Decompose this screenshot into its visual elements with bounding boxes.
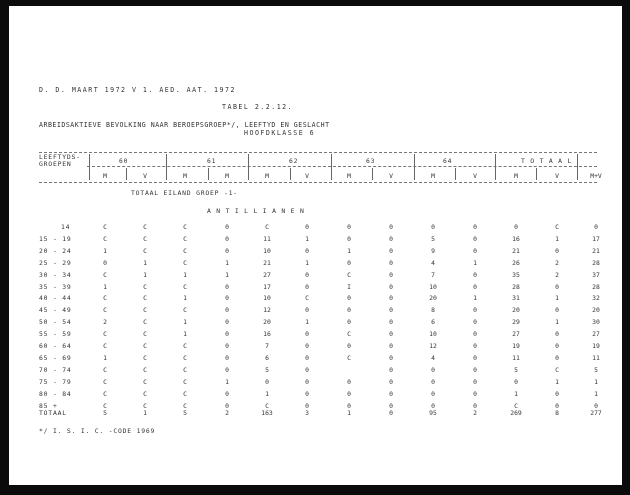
table-row-label: 85 + bbox=[39, 401, 58, 410]
table-row-cell: 0 bbox=[389, 342, 393, 350]
column-separator bbox=[372, 168, 373, 180]
table-row-cell: 0 bbox=[389, 365, 393, 374]
table-row-cell: C bbox=[143, 330, 147, 339]
table-row-cell: 30 bbox=[592, 318, 600, 327]
table-row-cell: C bbox=[183, 223, 187, 231]
table-row-cell: 11 bbox=[512, 353, 520, 362]
table-row-cell: 0 bbox=[347, 318, 351, 327]
total-row-cell: 277 bbox=[590, 409, 602, 417]
table-row-label: 14 bbox=[61, 223, 71, 231]
table-row-cell: 0 bbox=[305, 330, 309, 339]
table-row-cell: 0 bbox=[347, 223, 351, 231]
table-row-cell: 1 bbox=[103, 246, 107, 255]
group-header-61: 61 bbox=[207, 157, 217, 165]
table-row-cell: 32 bbox=[592, 294, 600, 303]
total-row-label: TOTAAL bbox=[39, 409, 67, 417]
table-row-cell: 0 bbox=[389, 234, 393, 243]
table-row-cell: 0 bbox=[305, 342, 309, 350]
total-row-cell: 5 bbox=[183, 409, 187, 417]
table-row-cell: 0 bbox=[514, 377, 518, 386]
table-row-cell: 0 bbox=[305, 306, 309, 315]
table-row-cell: C bbox=[143, 389, 147, 398]
table-row-cell: 21 bbox=[592, 246, 600, 255]
table-row-cell: C bbox=[143, 318, 147, 327]
total-row-cell: 2 bbox=[225, 409, 229, 417]
total-row-cell: 2 bbox=[473, 409, 477, 417]
table-row-cell: 27 bbox=[512, 330, 520, 339]
table-row-cell: C bbox=[305, 294, 309, 303]
table-row-cell: 0 bbox=[103, 258, 107, 267]
table-row-cell: 1 bbox=[514, 389, 518, 398]
group-header-63: 63 bbox=[366, 157, 376, 165]
table-row-cell: 0 bbox=[389, 223, 393, 231]
table-row-cell: 21 bbox=[512, 246, 520, 255]
table-row-cell: 28 bbox=[592, 282, 600, 291]
table-title: TABEL 2.2.12. bbox=[222, 103, 294, 111]
table-row-label: 15 - 19 bbox=[39, 234, 72, 243]
table-row-cell: 1 bbox=[143, 258, 147, 267]
column-separator bbox=[208, 168, 209, 180]
table-row-cell: 20 bbox=[592, 306, 600, 315]
table-row-cell: 1 bbox=[103, 353, 107, 362]
table-row-cell: 2 bbox=[555, 270, 559, 279]
subheader-cell: M bbox=[183, 172, 187, 180]
table-row-label: 30 - 34 bbox=[39, 270, 72, 279]
table-row-label: 60 - 64 bbox=[39, 342, 72, 350]
document-page bbox=[9, 6, 622, 485]
column-separator bbox=[455, 168, 456, 180]
total-row-cell: 3 bbox=[305, 409, 309, 417]
table-row-cell: I bbox=[347, 282, 351, 291]
table-row-cell: C bbox=[143, 234, 147, 243]
table-row-cell: 1 bbox=[555, 318, 559, 327]
table-row-cell: 0 bbox=[555, 282, 559, 291]
table-row-cell: 5 bbox=[265, 365, 269, 374]
section-label: TOTAAL EILAND GROEP -1- bbox=[131, 189, 238, 197]
table-row-cell: 5 bbox=[431, 234, 435, 243]
table-row-cell: 0 bbox=[225, 234, 229, 243]
total-row-cell: 95 bbox=[429, 409, 437, 417]
table-row-cell: C bbox=[555, 223, 559, 231]
header-middle-rule bbox=[87, 166, 597, 167]
table-row-cell: C bbox=[143, 246, 147, 255]
table-row-cell: 0 bbox=[389, 330, 393, 339]
table-row-cell: 1 bbox=[555, 377, 559, 386]
table-row-cell: 6 bbox=[431, 318, 435, 327]
table-row-cell: C bbox=[347, 353, 351, 362]
table-row-cell: 1 bbox=[473, 294, 477, 303]
group-header-60: 60 bbox=[119, 157, 129, 165]
table-row-cell: C bbox=[143, 365, 147, 374]
table-row-cell: 1 bbox=[555, 234, 559, 243]
table-row-cell: 11 bbox=[592, 353, 600, 362]
table-row-cell: 4 bbox=[431, 258, 435, 267]
table-row-cell: 0 bbox=[514, 223, 518, 231]
table-row-cell: C bbox=[183, 234, 187, 243]
table-row-label: 45 - 49 bbox=[39, 306, 72, 315]
table-row-cell: C bbox=[265, 223, 269, 231]
table-row-cell: 0 bbox=[225, 223, 229, 231]
table-row-cell: 0 bbox=[473, 389, 477, 398]
table-row-cell: 10 bbox=[429, 330, 437, 339]
table-row-cell: 17 bbox=[263, 282, 271, 291]
table-row-label: 70 - 74 bbox=[39, 365, 72, 374]
table-row-cell: 0 bbox=[265, 377, 269, 386]
table-row-cell: C bbox=[103, 306, 107, 315]
table-row-cell: 7 bbox=[265, 342, 269, 350]
table-row-cell: 0 bbox=[347, 401, 351, 410]
table-row-cell: 1 bbox=[305, 258, 309, 267]
subheader-cell: M bbox=[514, 172, 518, 180]
table-row-label: 25 - 29 bbox=[39, 258, 72, 267]
table-row-cell: C bbox=[143, 342, 147, 350]
column-separator bbox=[89, 154, 90, 180]
table-row-cell: 0 bbox=[305, 246, 309, 255]
table-row-cell: C bbox=[183, 389, 187, 398]
subheader-cell: M bbox=[225, 172, 229, 180]
table-row-cell: 0 bbox=[473, 246, 477, 255]
table-row-cell: C bbox=[183, 377, 187, 386]
table-row-cell: 0 bbox=[473, 234, 477, 243]
table-row-cell: 27 bbox=[592, 330, 600, 339]
table-row-cell: 0 bbox=[305, 270, 309, 279]
subheader-cell: V bbox=[555, 172, 559, 180]
table-row-cell: C bbox=[143, 377, 147, 386]
table-row-cell: C bbox=[103, 223, 107, 231]
table-row-cell: 1 bbox=[555, 294, 559, 303]
table-row-cell: 37 bbox=[592, 270, 600, 279]
header-line: D. D. MAART 1972 V 1. AED. AAT. 1972 bbox=[39, 86, 236, 94]
table-row-cell: C bbox=[183, 353, 187, 362]
subheader-cell: V bbox=[143, 172, 147, 180]
table-row-cell: 0 bbox=[473, 306, 477, 315]
table-row-cell: 0 bbox=[389, 353, 393, 362]
table-row-cell: C bbox=[103, 401, 107, 410]
table-row-cell: C bbox=[183, 246, 187, 255]
column-separator bbox=[536, 168, 537, 180]
table-row-cell: 10 bbox=[263, 246, 271, 255]
table-row-cell: 0 bbox=[389, 389, 393, 398]
table-row-cell: 4 bbox=[431, 353, 435, 362]
table-row-cell: 1 bbox=[265, 389, 269, 398]
table-row-label: 20 - 24 bbox=[39, 246, 72, 255]
table-row-cell: 0 bbox=[225, 306, 229, 315]
total-row-cell: 1 bbox=[143, 409, 147, 417]
table-row-cell: 6 bbox=[265, 353, 269, 362]
table-row-cell: C bbox=[103, 377, 107, 386]
table-row-cell: 0 bbox=[389, 377, 393, 386]
table-row-label: 80 - 84 bbox=[39, 389, 72, 398]
table-row-cell: 0 bbox=[389, 270, 393, 279]
table-row-cell: 2 bbox=[103, 318, 107, 327]
table-row-cell: 26 bbox=[512, 258, 520, 267]
subheader-cell: M bbox=[265, 172, 269, 180]
table-row-cell: 1 bbox=[225, 270, 229, 279]
table-row-cell: 0 bbox=[305, 365, 309, 374]
table-row-cell: 0 bbox=[555, 389, 559, 398]
table-row-cell: 1 bbox=[473, 258, 477, 267]
table-row-cell: C bbox=[103, 389, 107, 398]
table-row-cell: C bbox=[183, 282, 187, 291]
table-row-cell: 1 bbox=[183, 318, 187, 327]
table-row-cell: 0 bbox=[473, 282, 477, 291]
total-row-cell: 5 bbox=[103, 409, 107, 417]
region-label: A N T I L L I A N E N bbox=[207, 207, 305, 215]
table-row-cell: 0 bbox=[431, 365, 435, 374]
table-row-cell: C bbox=[103, 365, 107, 374]
table-row-cell: 0 bbox=[389, 318, 393, 327]
header-bottom-rule bbox=[39, 182, 597, 183]
table-row-cell: 27 bbox=[263, 270, 271, 279]
table-row-cell: 16 bbox=[263, 330, 271, 339]
table-row-cell: 0 bbox=[347, 389, 351, 398]
table-row-cell: 0 bbox=[431, 401, 435, 410]
total-row-cell: 0 bbox=[389, 409, 393, 417]
table-row-cell: C bbox=[514, 401, 518, 410]
table-row-cell: 0 bbox=[473, 330, 477, 339]
age-group-header-1: LEEFTYDS- bbox=[39, 153, 81, 161]
table-row-cell: C bbox=[347, 270, 351, 279]
table-row-cell: 19 bbox=[592, 342, 600, 350]
group-header-totaal: T O T A A L bbox=[521, 157, 573, 165]
table-row-cell: 1 bbox=[183, 330, 187, 339]
table-row-cell: C bbox=[183, 306, 187, 315]
table-row-cell: 0 bbox=[347, 234, 351, 243]
table-row-cell: 0 bbox=[305, 282, 309, 291]
table-row-cell: 0 bbox=[431, 377, 435, 386]
table-row-cell: 1 bbox=[305, 318, 309, 327]
group-header-62: 62 bbox=[289, 157, 299, 165]
column-separator bbox=[331, 154, 332, 180]
table-row-label: 35 - 39 bbox=[39, 282, 72, 291]
table-row-cell: 0 bbox=[389, 401, 393, 410]
table-row-cell: 0 bbox=[555, 306, 559, 315]
table-row-cell: 20 bbox=[263, 318, 271, 327]
table-row-cell: 0 bbox=[473, 353, 477, 362]
table-row-label: 40 - 44 bbox=[39, 294, 72, 303]
table-row-cell: 20 bbox=[429, 294, 437, 303]
table-row-label: 75 - 79 bbox=[39, 377, 72, 386]
table-row-cell: 0 bbox=[389, 246, 393, 255]
table-row-cell: 0 bbox=[305, 223, 309, 231]
table-row-cell: 5 bbox=[514, 365, 518, 374]
table-row-cell: 0 bbox=[347, 258, 351, 267]
table-row-cell: 0 bbox=[305, 401, 309, 410]
table-row-cell: C bbox=[143, 294, 147, 303]
table-row-cell: 16 bbox=[512, 234, 520, 243]
table-row-cell: 11 bbox=[263, 234, 271, 243]
subheader-cell: M bbox=[347, 172, 351, 180]
table-row-cell: 0 bbox=[473, 377, 477, 386]
table-row-cell: C bbox=[103, 342, 107, 350]
table-row-cell: 0 bbox=[389, 306, 393, 315]
table-row-cell: 35 bbox=[512, 270, 520, 279]
table-row-cell: 0 bbox=[594, 401, 598, 410]
table-row-cell: 7 bbox=[431, 270, 435, 279]
table-row-cell: 0 bbox=[431, 389, 435, 398]
table-row-cell: 0 bbox=[347, 377, 351, 386]
table-row-cell: 0 bbox=[225, 342, 229, 350]
subheader-cell: M bbox=[431, 172, 435, 180]
table-row-cell: 0 bbox=[225, 294, 229, 303]
column-separator bbox=[414, 154, 415, 180]
subheader-cell: M bbox=[103, 172, 107, 180]
footnote: */ I. S. I. C. -CODE 1969 bbox=[39, 427, 156, 435]
table-row-cell: 19 bbox=[512, 342, 520, 350]
table-row-cell: 1 bbox=[594, 377, 598, 386]
table-row-cell: 0 bbox=[225, 353, 229, 362]
header-top-rule bbox=[39, 152, 597, 153]
table-row-cell: 0 bbox=[347, 294, 351, 303]
column-separator bbox=[166, 154, 167, 180]
table-row-cell: C bbox=[103, 330, 107, 339]
table-row-cell: 0 bbox=[225, 365, 229, 374]
table-row-cell: 0 bbox=[473, 342, 477, 350]
table-row-cell: C bbox=[183, 258, 187, 267]
table-row-cell: 10 bbox=[429, 282, 437, 291]
table-row-cell: 31 bbox=[512, 294, 520, 303]
subheader-cell: V bbox=[305, 172, 309, 180]
table-row-cell: 0 bbox=[305, 353, 309, 362]
subheader-cell: M+V bbox=[590, 172, 602, 180]
table-row-label: 50 - 54 bbox=[39, 318, 72, 327]
table-row-cell: 0 bbox=[594, 223, 598, 231]
table-row-cell: 20 bbox=[512, 306, 520, 315]
table-row-cell: C bbox=[183, 365, 187, 374]
table-row-cell: 10 bbox=[263, 294, 271, 303]
table-row-cell: 1 bbox=[225, 258, 229, 267]
table-row-cell: C bbox=[183, 342, 187, 350]
table-row-cell: 0 bbox=[225, 330, 229, 339]
table-row-cell: 0 bbox=[555, 401, 559, 410]
table-row-cell: 8 bbox=[431, 306, 435, 315]
table-row-cell: 0 bbox=[555, 330, 559, 339]
table-row-label: 55 - 59 bbox=[39, 330, 72, 339]
total-row-cell: 163 bbox=[261, 409, 273, 417]
table-row-cell: 0 bbox=[225, 246, 229, 255]
table-row-cell: 1 bbox=[594, 389, 598, 398]
table-row-cell: 29 bbox=[512, 318, 520, 327]
table-row-cell: C bbox=[143, 223, 147, 231]
table-row-cell: 0 bbox=[389, 258, 393, 267]
subtitle-line-2: HOOFDKLASSE 6 bbox=[244, 129, 316, 137]
table-row-cell: 0 bbox=[431, 223, 435, 231]
table-row-cell: C bbox=[347, 330, 351, 339]
table-row-cell: 1 bbox=[347, 246, 351, 255]
table-row-cell: 0 bbox=[225, 318, 229, 327]
total-row-cell: 8 bbox=[555, 409, 559, 417]
table-row-cell: 0 bbox=[473, 401, 477, 410]
table-row-cell: 0 bbox=[473, 270, 477, 279]
age-group-header-2: GROEPEN bbox=[39, 160, 72, 168]
table-row-cell: 0 bbox=[389, 294, 393, 303]
group-header-64: 64 bbox=[443, 157, 453, 165]
table-row-cell: C bbox=[143, 401, 147, 410]
table-row-cell: 0 bbox=[347, 306, 351, 315]
table-row-cell: 0 bbox=[389, 282, 393, 291]
total-row-cell: 269 bbox=[510, 409, 522, 417]
table-row-cell: 0 bbox=[347, 342, 351, 350]
table-row-cell: C bbox=[265, 401, 269, 410]
table-row-cell: 0 bbox=[225, 282, 229, 291]
table-row-cell: 1 bbox=[103, 282, 107, 291]
table-row-cell: 1 bbox=[183, 270, 187, 279]
column-separator bbox=[290, 168, 291, 180]
column-separator bbox=[126, 168, 127, 180]
table-row-cell: 12 bbox=[429, 342, 437, 350]
subheader-cell: V bbox=[389, 172, 393, 180]
table-row-cell: C bbox=[143, 282, 147, 291]
table-row-cell: C bbox=[143, 306, 147, 315]
subheader-cell: V bbox=[473, 172, 477, 180]
total-row-cell: 1 bbox=[347, 409, 351, 417]
column-separator bbox=[495, 154, 496, 180]
table-row-cell: 0 bbox=[473, 365, 477, 374]
table-row-cell: 0 bbox=[473, 318, 477, 327]
table-row-cell: 12 bbox=[263, 306, 271, 315]
column-separator bbox=[248, 154, 249, 180]
column-separator bbox=[577, 154, 578, 180]
table-row-cell: 1 bbox=[143, 270, 147, 279]
table-row-cell: 0 bbox=[555, 353, 559, 362]
table-row-label: 65 - 69 bbox=[39, 353, 72, 362]
table-row-cell: 0 bbox=[305, 377, 309, 386]
table-row-cell: C bbox=[555, 365, 559, 374]
table-row-cell: 0 bbox=[305, 389, 309, 398]
table-row-cell: C bbox=[103, 294, 107, 303]
table-row-cell: 0 bbox=[473, 223, 477, 231]
table-row-cell: 0 bbox=[555, 246, 559, 255]
table-row-cell: C bbox=[183, 401, 187, 410]
subtitle-line-1: ARBEIDSAKTIEVE BEVOLKING NAAR BEROEPSGROEP*/, LEEFTYD EN GESLACHT bbox=[39, 121, 330, 129]
table-row-cell: 0 bbox=[225, 389, 229, 398]
table-row-cell: 28 bbox=[592, 258, 600, 267]
table-row-cell: 1 bbox=[305, 234, 309, 243]
table-row-cell: 0 bbox=[555, 342, 559, 350]
table-row-cell: 17 bbox=[592, 234, 600, 243]
table-row-cell: 21 bbox=[263, 258, 271, 267]
table-row-cell: 0 bbox=[225, 401, 229, 410]
table-row-cell: 2 bbox=[555, 258, 559, 267]
table-row-cell: C bbox=[103, 234, 107, 243]
table-row-cell: 1 bbox=[225, 377, 229, 386]
table-row-cell: 9 bbox=[431, 246, 435, 255]
table-row-cell: C bbox=[143, 353, 147, 362]
table-row-cell: 28 bbox=[512, 282, 520, 291]
table-row-cell: 1 bbox=[183, 294, 187, 303]
table-row-cell: C bbox=[103, 270, 107, 279]
table-row-cell: 5 bbox=[594, 365, 598, 374]
